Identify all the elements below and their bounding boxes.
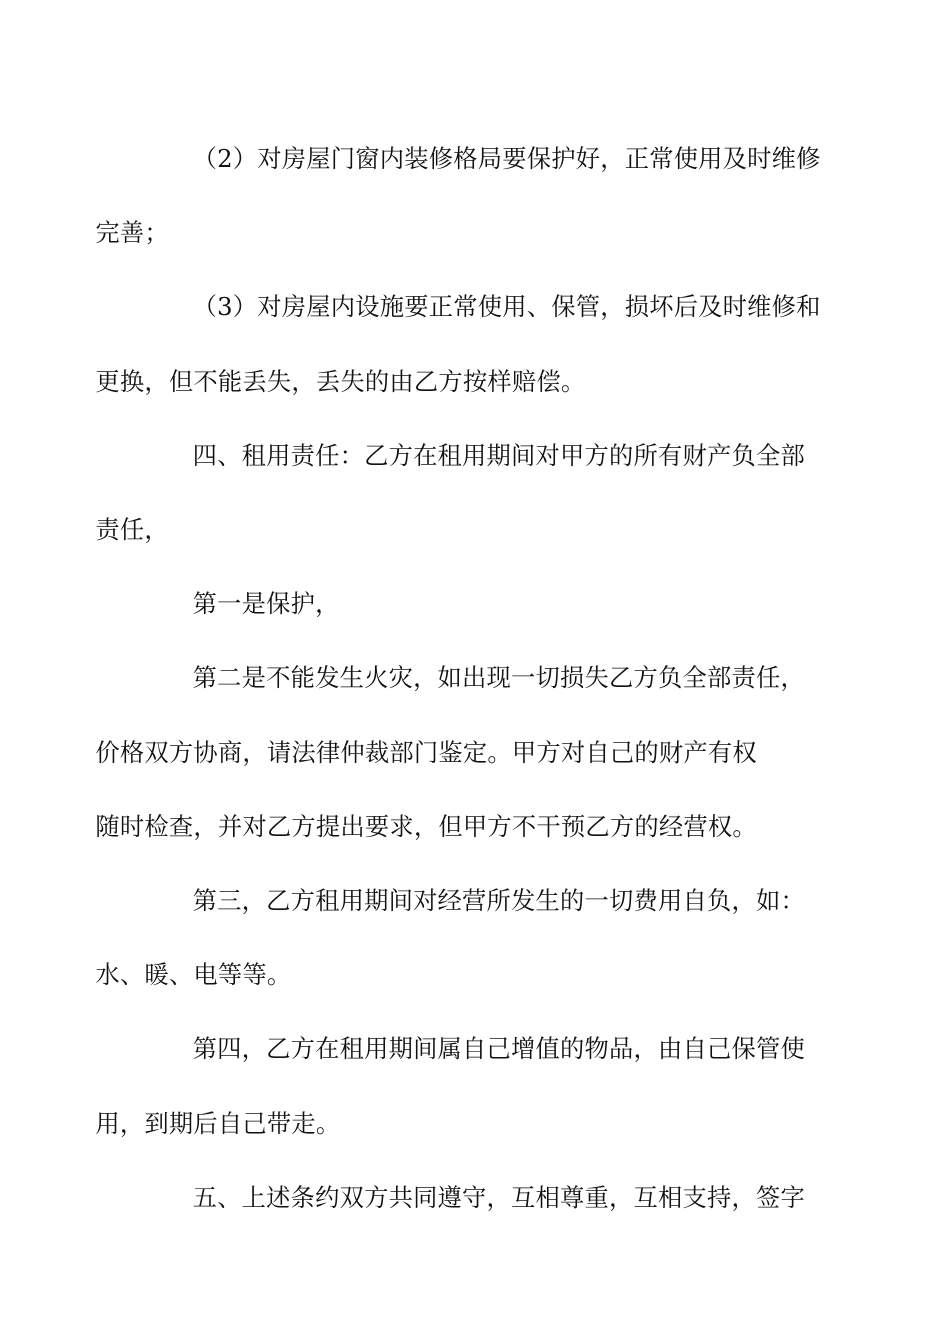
text-line: 水、暖、电等等。 (95, 960, 292, 990)
text-line: （3）对房屋内设施要正常使用、保管，损坏后及时维修和 (192, 292, 821, 322)
text-line: 第一是保护， (192, 589, 340, 619)
item-fourth-paragraph (95, 1012, 812, 1160)
text-line: 更换，但不能丢失，丢失的由乙方按样赔偿。 (95, 366, 586, 396)
text-line: 用，到期后自己带走。 (95, 1108, 341, 1138)
clause-3-paragraph (95, 270, 821, 418)
item-first-paragraph (144, 567, 812, 641)
text-line: 责任， (95, 515, 169, 545)
text-line: 第二是不能发生火灾，如出现一切损失乙方负全部责任， (192, 663, 806, 693)
section-5-paragraph (144, 1161, 812, 1235)
text-line: 随时检查，并对乙方提出要求，但甲方不干预乙方的经营权。 (95, 811, 757, 841)
text-line: 第三，乙方租用期间对经营所发生的一切费用自负，如： (192, 886, 806, 916)
text-line: （2）对房屋门窗内装修格局要保护好，正常使用及时维修 (192, 144, 821, 173)
text-line: 四、租用责任：乙方在租用期间对甲方的所有财产负全部 (192, 440, 806, 470)
document-body (95, 122, 821, 1235)
item-second-paragraph (95, 641, 812, 864)
text-line: 价格双方协商，请法律仲裁部门鉴定。甲方对自己的财产有权 (95, 737, 757, 767)
text-line: 第四，乙方在租用期间属自己增值的物品，由自己保管使 (192, 1034, 806, 1064)
item-third-paragraph (95, 864, 812, 1012)
text-line: 完善； (95, 218, 169, 248)
section-4-paragraph (95, 419, 812, 567)
text-line: 五、上述条约双方共同遵守，互相尊重，互相支持，签字 (192, 1182, 806, 1212)
clause-2-paragraph (95, 122, 821, 270)
